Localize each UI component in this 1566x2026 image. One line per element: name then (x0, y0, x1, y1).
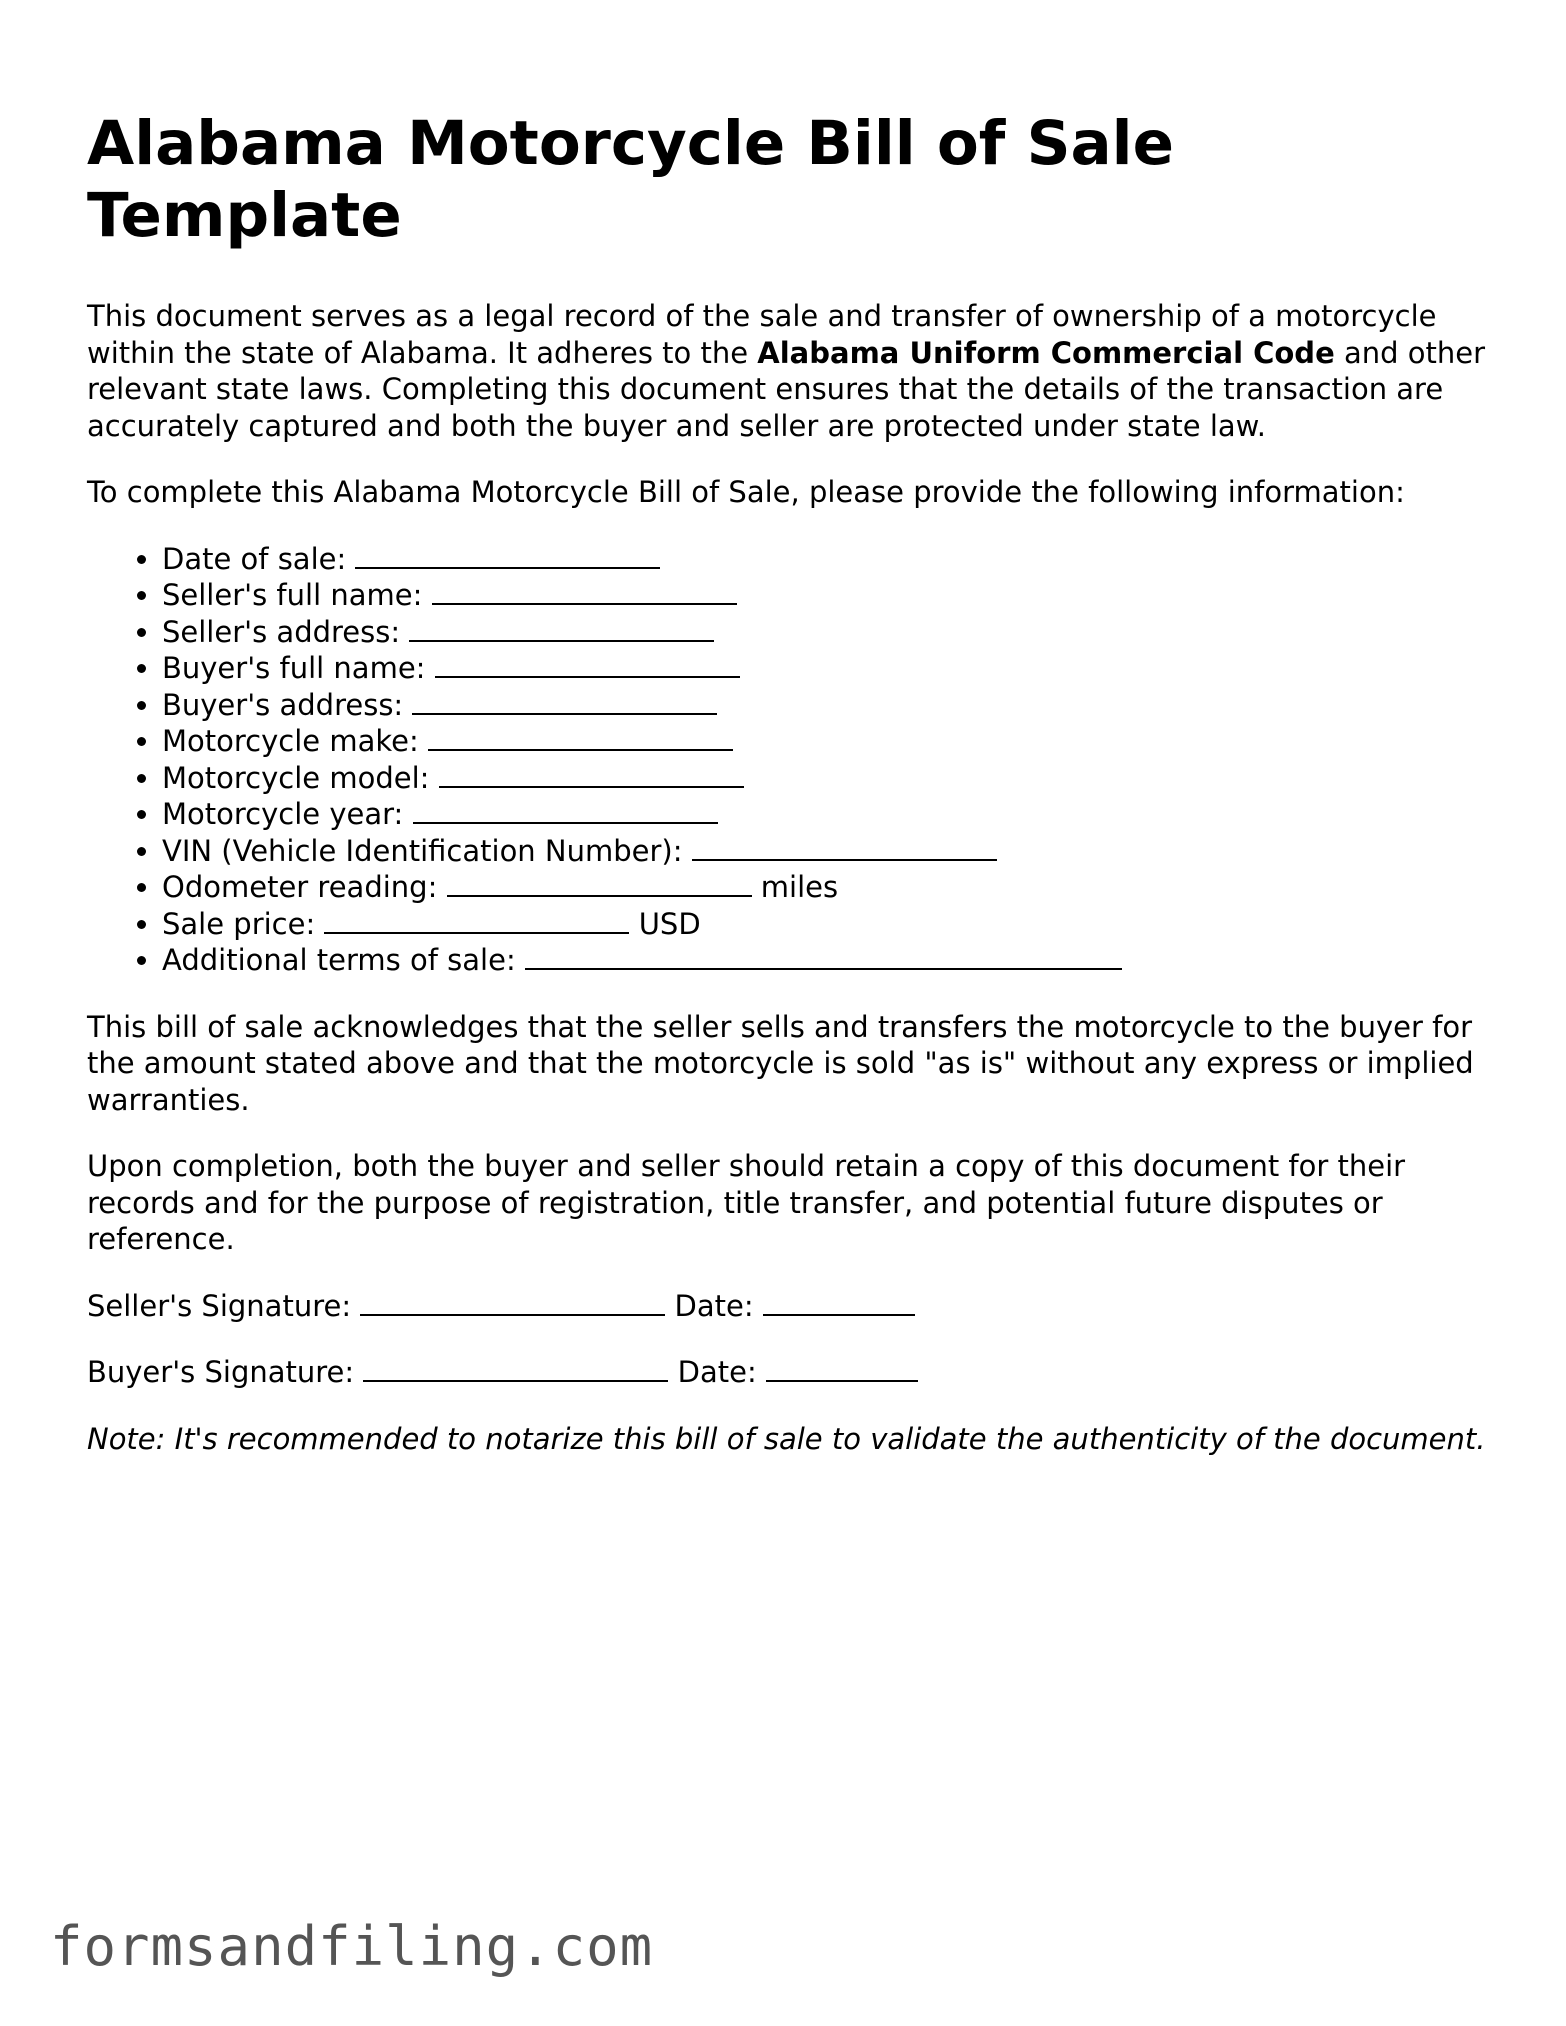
intro-text-1: This document serves as a legal record of the sale and transfer of ownership of a motorcycle within the state of Alabama. It adheres to the (87, 299, 1437, 370)
watermark: formsandfiling.com (50, 1915, 654, 1978)
seller-signature-label: Seller's Signature: (87, 1288, 352, 1323)
instructions-paragraph: To complete this Alabama Motorcycle Bill of Sale, please provide the following information: (87, 475, 1405, 509)
field-seller-name (162, 577, 1487, 614)
seller-date-blank[interactable] (763, 1290, 915, 1316)
year-blank[interactable] (413, 798, 718, 824)
field-make (162, 723, 1487, 760)
intro-paragraph (87, 298, 1487, 444)
odometer-blank[interactable] (447, 871, 752, 897)
intro-bold-law: Alabama Uniform Commercial Code (757, 335, 1335, 370)
notarize-note: Note: It's recommended to notarize this bill of sale to validate the authenticity of the document. (87, 1421, 1486, 1456)
buyer-date-label: Date: (677, 1355, 757, 1389)
field-label: Buyer's address: (162, 687, 404, 722)
acknowledgement-paragraph: This bill of sale acknowledges that the seller sells and transfers the motorcycle to the buyer for the amount stated above and that the motorcycle is sold "as is" without any express or implied warranties. (87, 1009, 1474, 1117)
field-buyer-name (162, 650, 1487, 687)
field-list (87, 541, 1487, 979)
field-date-of-sale (162, 541, 1487, 578)
buyer-signature-label: Buyer's Signature: (87, 1355, 355, 1389)
vin-blank[interactable] (692, 835, 997, 861)
make-blank[interactable] (428, 725, 733, 751)
additional-terms-blank[interactable] (525, 944, 1122, 970)
odometer-unit: miles (760, 870, 839, 904)
field-label: Buyer's full name: (162, 651, 426, 685)
retention-paragraph: Upon completion, both the buyer and seller should retain a copy of this document for their records and for the purpose of registration, title transfer, and potential future disputes or reference. (87, 1149, 1406, 1256)
model-blank[interactable] (439, 762, 744, 788)
field-seller-address (162, 614, 1487, 651)
field-label: Motorcycle model: (162, 760, 430, 795)
page-title: Alabama Motorcycle Bill of Sale Template (87, 108, 1174, 251)
date-of-sale-blank[interactable] (355, 543, 660, 569)
buyer-signature-line (87, 1354, 1487, 1391)
seller-date-label: Date: (674, 1288, 754, 1323)
field-additional-terms (162, 942, 1487, 979)
field-buyer-address (162, 687, 1487, 724)
field-label: VIN (Vehicle Identification Number): (162, 833, 683, 868)
field-label: Odometer reading: (162, 870, 438, 904)
sale-price-blank[interactable] (324, 908, 629, 934)
seller-signature-line (87, 1288, 1487, 1325)
field-odometer (162, 869, 1487, 906)
document-page (87, 108, 1487, 1487)
buyer-signature-blank[interactable] (363, 1356, 668, 1382)
sale-price-unit: USD (638, 906, 701, 941)
field-sale-price (162, 906, 1487, 943)
buyer-address-blank[interactable] (412, 689, 717, 715)
field-label: Date of sale: (162, 541, 347, 576)
seller-name-blank[interactable] (432, 579, 737, 605)
field-label: Motorcycle year: (162, 797, 404, 831)
field-label: Seller's full name: (162, 578, 423, 612)
intro-text-2: and other relevant state laws. Completing this document ensures that the details of the transaction are accurately captured and both the buyer and seller are protected under state law. (87, 335, 1485, 443)
field-year (162, 796, 1487, 833)
buyer-date-blank[interactable] (766, 1356, 918, 1382)
seller-signature-blank[interactable] (360, 1290, 665, 1316)
buyer-name-blank[interactable] (435, 652, 740, 678)
seller-address-blank[interactable] (409, 616, 714, 642)
field-model (162, 760, 1487, 797)
field-label: Seller's address: (162, 614, 401, 649)
field-label: Motorcycle make: (162, 724, 419, 758)
field-vin (162, 833, 1487, 870)
field-label: Additional terms of sale: (162, 943, 516, 977)
field-label: Sale price: (162, 906, 316, 941)
